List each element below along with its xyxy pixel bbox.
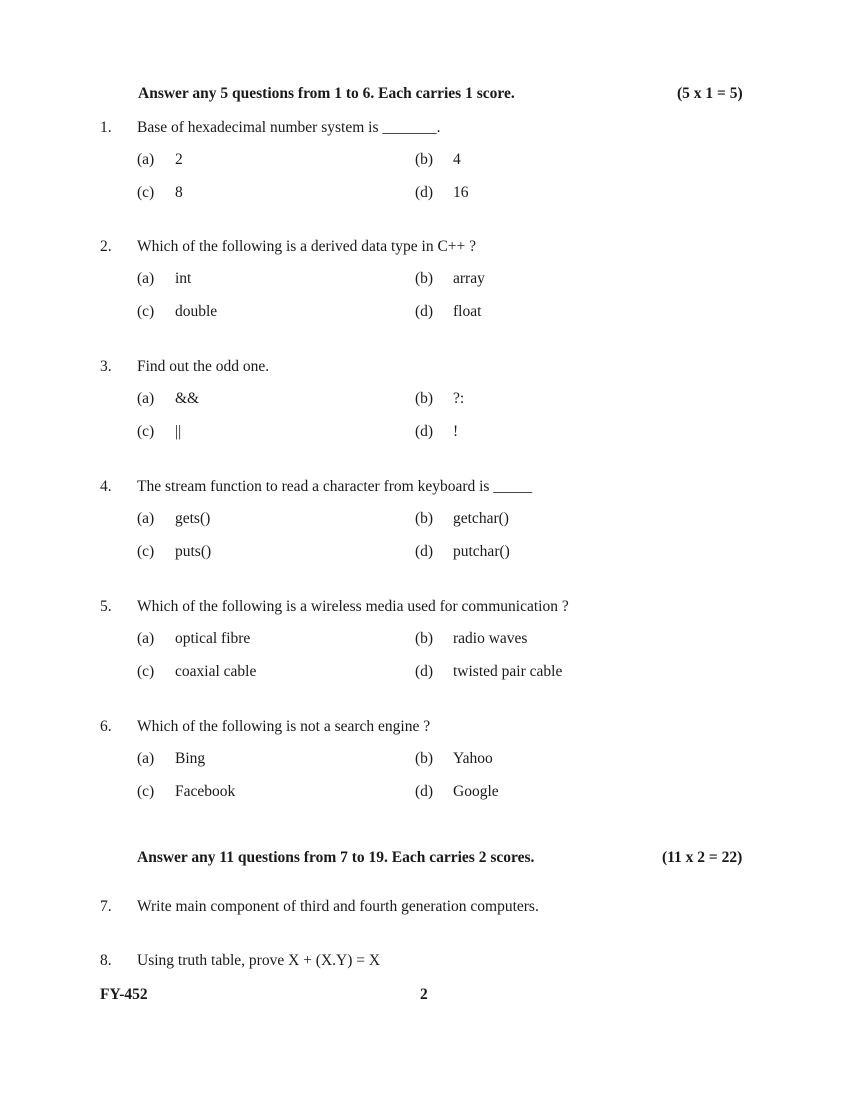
question-number: 7. [100, 898, 112, 915]
option-label: (c) [137, 303, 155, 320]
question-text: Which of the following is a wireless media used for communication ? [137, 598, 569, 615]
option-label: (b) [415, 270, 434, 287]
option-label: (d) [415, 783, 434, 800]
option-text: float [453, 303, 482, 320]
option-text: || [175, 423, 182, 440]
option-text: putchar() [453, 543, 510, 560]
question-number: 1. [100, 119, 112, 136]
option-text: optical fibre [175, 630, 251, 647]
option-text: Yahoo [453, 750, 493, 767]
option-text: 4 [453, 151, 461, 168]
question-number: 8. [100, 952, 112, 969]
option-label: (d) [415, 423, 434, 440]
option-text: 16 [453, 184, 469, 201]
page-number: 2 [420, 986, 428, 1003]
option-label: (c) [137, 543, 155, 560]
option-text: Facebook [175, 783, 236, 800]
question-text: Which of the following is a derived data type in C++ ? [137, 238, 477, 255]
option-label: (b) [415, 750, 434, 767]
question-text: Base of hexadecimal number system is _______. [137, 119, 441, 136]
option-label: (b) [415, 151, 434, 168]
question-text: Using truth table, prove X + (X.Y) = X [137, 952, 381, 969]
option-label: (a) [137, 390, 155, 407]
option-text: double [175, 303, 218, 320]
option-text: radio waves [453, 630, 528, 647]
paper-code: FY-452 [100, 986, 148, 1003]
option-label: (a) [137, 510, 155, 527]
option-text: 8 [175, 184, 183, 201]
section1-marks: (5 x 1 = 5) [677, 85, 743, 102]
question-text: Which of the following is not a search engine ? [137, 718, 431, 735]
question-text: Find out the odd one. [137, 358, 270, 375]
option-text: gets() [175, 510, 211, 527]
section1-instruction: Answer any 5 questions from 1 to 6. Each carries 1 score. [138, 85, 515, 102]
option-label: (c) [137, 663, 155, 680]
option-text: int [175, 270, 192, 287]
option-text: getchar() [453, 510, 509, 527]
option-text: coaxial cable [175, 663, 257, 680]
option-text: Bing [175, 750, 206, 767]
question-number: 2. [100, 238, 112, 255]
option-text: ?: [453, 390, 465, 407]
question-text: Write main component of third and fourth generation computers. [137, 898, 539, 915]
question-number: 4. [100, 478, 112, 495]
question-number: 3. [100, 358, 112, 375]
option-label: (b) [415, 510, 434, 527]
option-text: array [453, 270, 485, 287]
section2-instruction: Answer any 11 questions from 7 to 19. Each carries 2 scores. [137, 849, 535, 866]
option-label: (a) [137, 151, 155, 168]
option-label: (d) [415, 184, 434, 201]
option-text: Google [453, 783, 499, 800]
option-text: puts() [175, 543, 212, 560]
question-number: 5. [100, 598, 112, 615]
option-text: twisted pair cable [453, 663, 563, 680]
question-text: The stream function to read a character from keyboard is _____ [137, 478, 533, 495]
option-label: (c) [137, 184, 155, 201]
option-label: (a) [137, 630, 155, 647]
option-label: (b) [415, 630, 434, 647]
option-label: (d) [415, 543, 434, 560]
option-label: (b) [415, 390, 434, 407]
option-text: ! [453, 423, 459, 440]
option-label: (a) [137, 270, 155, 287]
option-label: (d) [415, 303, 434, 320]
option-label: (c) [137, 423, 155, 440]
section2-marks: (11 x 2 = 22) [662, 849, 743, 866]
option-label: (a) [137, 750, 155, 767]
option-text: && [175, 390, 200, 407]
option-label: (d) [415, 663, 434, 680]
question-number: 6. [100, 718, 112, 735]
option-text: 2 [175, 151, 183, 168]
option-label: (c) [137, 783, 155, 800]
